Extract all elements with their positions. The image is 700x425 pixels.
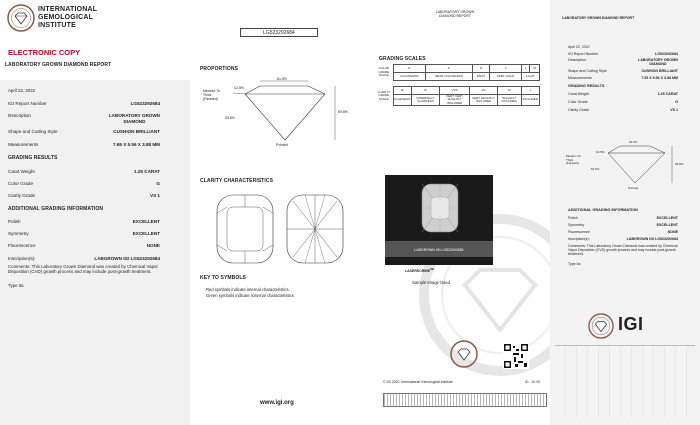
laserscribe-mark: SM: [430, 268, 434, 271]
depth-percent: 69.8%: [338, 110, 348, 114]
scales-panel: [365, 0, 545, 425]
field-label: Description: [568, 58, 586, 62]
comments-text: Comments: This Laboratory Grown Diamond was created by Chemical Vapor Deposition (CVD) growth process and may include post-growth treatment.: [8, 264, 158, 275]
field-label: Fluorescence: [568, 230, 590, 234]
report-left-panel: [0, 0, 190, 425]
field-value: LABGROWN IGI LG523292684: [94, 256, 160, 261]
field-fluorescence: [8, 243, 160, 249]
top-title: [410, 10, 500, 18]
color-scale-table: [375, 64, 540, 81]
field-value: 1.25 CARAT: [657, 92, 678, 96]
field-label: IGI Report Number: [8, 101, 47, 106]
diamond-photo: [421, 183, 459, 233]
field-label: Symmetry: [568, 223, 585, 227]
copyright-text: © IGI 2020, International Gemological Institute: [383, 380, 453, 384]
org-name: [38, 6, 97, 30]
field-label: Carat Weight: [568, 92, 589, 96]
color-cell: J: [490, 65, 522, 73]
right-field-symmetry: [568, 223, 678, 227]
clarity-scale-table: [375, 86, 540, 106]
grading-scales-title: GRADING SCALES: [379, 56, 426, 62]
field-polish: [8, 219, 160, 225]
field-carat: [8, 169, 160, 175]
color-cell: M: [530, 65, 540, 73]
field-value: VS 1: [670, 108, 678, 112]
clarity-desc: FLAWLESS: [393, 95, 412, 106]
type-text: Type IIa: [8, 283, 24, 288]
color-scale-label: COLOR GRADE SCALE: [378, 66, 390, 78]
field-clarity: [8, 193, 160, 199]
field-value: LABORATORY GROWN DIAMOND: [638, 58, 678, 67]
field-value: LABGROWN IGI LG523292684: [626, 237, 678, 241]
field-value: EXCELLENT: [132, 219, 160, 224]
field-label: Description: [8, 113, 31, 118]
field-measurements: [8, 142, 160, 148]
field-value: NONE: [667, 230, 678, 234]
color-desc: NEAR COLORLESS: [426, 73, 473, 81]
pavilion-percent: 53.5%: [225, 116, 235, 120]
clarity-desc: INTERNALLY FLAWLESS: [412, 95, 439, 106]
field-value: VS 1: [150, 193, 160, 198]
org-line-3: INSTITUTE: [38, 22, 76, 29]
report-date: April 22, 2022: [8, 88, 36, 93]
right-table-percent: 61.5%: [629, 140, 638, 144]
field-label: Measurements: [8, 142, 39, 147]
girdle-label: Medium To Thick (Faceted): [203, 89, 221, 102]
clarity-scale-label: CLARITY GRADE SCALE: [377, 90, 391, 101]
clarity-desc: INCLUDED: [521, 95, 539, 106]
website-link[interactable]: www.igi.org: [260, 400, 294, 406]
field-value: EXCELLENT: [656, 223, 678, 227]
field-label: Carat Weight: [8, 169, 35, 174]
field-value: EXCELLENT: [132, 231, 160, 236]
clarity-cell: VS: [470, 87, 497, 95]
field-value: 7.65 X 5.56 X 3.88 MM: [641, 76, 678, 80]
color-cell: L: [521, 65, 529, 73]
color-cell: H: [472, 65, 490, 73]
field-value: LABORATORY GROWN DIAMOND: [108, 113, 160, 124]
field-label: Shape and Cutting Style: [568, 69, 607, 73]
field-value: CUSHION BRILLIANT: [113, 129, 160, 134]
field-value: 1.25 CARAT: [134, 169, 160, 174]
top-title-line-1: LABORATORY GROWN: [435, 10, 475, 14]
clarity-title: CLARITY CHARACTERISTICS: [200, 178, 274, 184]
igi-logo-text: IGI: [618, 314, 644, 334]
org-line-1: INTERNATIONAL: [38, 6, 98, 13]
field-label: Shape and Cutting Style: [8, 129, 58, 134]
right-field-fluorescence: [568, 230, 678, 234]
org-line-2: GEMOLOGICAL: [38, 14, 94, 21]
field-value: EXCELLENT: [656, 216, 678, 220]
field-color: [8, 181, 160, 187]
field-label: Color Grade: [568, 100, 588, 104]
clarity-cell: SI: [497, 87, 521, 95]
small-seal-icon: [450, 340, 478, 368]
report-title: LABORATORY GROWN DIAMOND REPORT: [5, 62, 112, 68]
grading-results-title: GRADING RESULTS: [8, 155, 58, 161]
color-cell: F: [426, 65, 473, 73]
field-report-number: [8, 101, 160, 107]
color-desc: LIGHT: [521, 73, 539, 81]
right-field-polish: [568, 216, 678, 220]
field-label: Inscription(s):: [568, 237, 590, 241]
field-label: Symmetry: [8, 231, 29, 236]
report-number-box: LG523292684: [240, 28, 318, 37]
field-label: Clarity Grade: [8, 193, 36, 198]
igi-logo-icon: [588, 313, 614, 339]
sample-caption: Sample Image Used: [412, 280, 450, 285]
color-desc: FAINT: [472, 73, 490, 81]
security-strip: [383, 393, 547, 407]
field-symmetry: [8, 231, 160, 237]
field-label: IGI Report Number: [568, 52, 599, 56]
field-label: Measurements: [568, 76, 592, 80]
color-desc: VERY LIGHT: [490, 73, 522, 81]
table-percent: 61.5%: [277, 77, 287, 81]
field-inscription: [8, 256, 160, 262]
crown-percent: 12.5%: [234, 86, 244, 90]
field-shape: [8, 129, 160, 135]
clarity-cell: IF: [412, 87, 439, 95]
clarity-cell: VVS: [439, 87, 470, 95]
field-label: Color Grade: [8, 181, 34, 186]
proportions-title: PROPORTIONS: [200, 66, 239, 72]
field-value: NONE: [146, 243, 160, 248]
right-comments-text: Comments: This Laboratory Grown Diamond was created by Chemical Vapor Deposition (CVD) growth process and may include post-growth treatment.: [568, 244, 678, 257]
field-label: Polish: [8, 219, 21, 224]
field-value: G: [156, 181, 160, 186]
right-crown-percent: 12.5%: [596, 150, 605, 154]
right-report-date: April 22, 2022: [568, 45, 590, 49]
color-cell: D: [393, 65, 426, 73]
right-field-inscription: [568, 237, 678, 241]
clarity-desc: SLIGHTLY INCLUDED: [497, 95, 521, 106]
field-label: Fluorescence: [8, 243, 36, 248]
culet-label: Pointed: [276, 143, 288, 147]
laserscribe-label: [405, 268, 434, 273]
field-value: CUSHION BRILLIANT: [641, 69, 678, 73]
right-culet-label: Pointed: [628, 186, 639, 190]
additional-info-title: ADDITIONAL GRADING INFORMATION: [8, 206, 104, 212]
key-green-text: Green symbols indicate external characteristics.: [206, 293, 295, 298]
field-label: Inscription(s):: [8, 256, 36, 261]
right-girdle-label: Medium To Thick (Faceted): [566, 154, 581, 166]
field-value: 7.65 X 5.56 X 3.88 MM: [113, 142, 160, 147]
right-additional-title: ADDITIONAL GRADING INFORMATION: [568, 208, 638, 212]
field-value: LG523292684: [655, 52, 678, 56]
proportions-panel: [190, 0, 365, 425]
clarity-desc: VERY VERY SLIGHTLY INCLUDED: [439, 95, 470, 106]
field-value: G: [675, 100, 678, 104]
field-value: LG523292684: [130, 101, 160, 106]
qr-code-icon[interactable]: [503, 343, 529, 369]
clarity-desc: VERY SLIGHTLY INCLUDED: [470, 95, 497, 106]
electronic-copy-label: ELECTRONIC COPY: [8, 48, 81, 57]
key-red-text: Red symbols indicate internal characteristics.: [206, 287, 290, 292]
laserscribe-text: LASERSCRIBE: [405, 269, 431, 274]
report-right-panel: [550, 0, 700, 425]
field-description: [8, 113, 160, 125]
right-depth-percent: 69.8%: [675, 162, 684, 166]
right-proportions-diagram: [550, 0, 700, 200]
photo-caption: LABGROWN IGI LG523292684: [414, 248, 464, 252]
diamond-photo-frame: [385, 175, 493, 265]
color-desc: COLORLESS: [393, 73, 426, 81]
key-to-symbols-title: KEY TO SYMBOLS: [200, 275, 246, 281]
right-grading-title: GRADING RESULTS: [568, 84, 605, 88]
right-type-text: Type IIa: [568, 262, 581, 266]
top-title-line-2: DIAMOND REPORT: [438, 14, 472, 18]
clarity-plot-pavilion: [285, 193, 345, 265]
field-label: Clarity Grade: [568, 108, 590, 112]
right-rotated-summary: [555, 345, 695, 417]
clarity-cell: I: [521, 87, 539, 95]
right-report-title: LABORATORY GROWN DIAMOND REPORT: [562, 16, 635, 20]
field-label: Polish: [568, 216, 578, 220]
right-pavilion-percent: 53.5%: [591, 167, 600, 171]
clarity-cell: FL: [393, 87, 412, 95]
form-code: ID - 10.20: [525, 380, 540, 384]
clarity-plot-crown: [215, 193, 275, 265]
igi-seal-icon: [7, 4, 35, 32]
